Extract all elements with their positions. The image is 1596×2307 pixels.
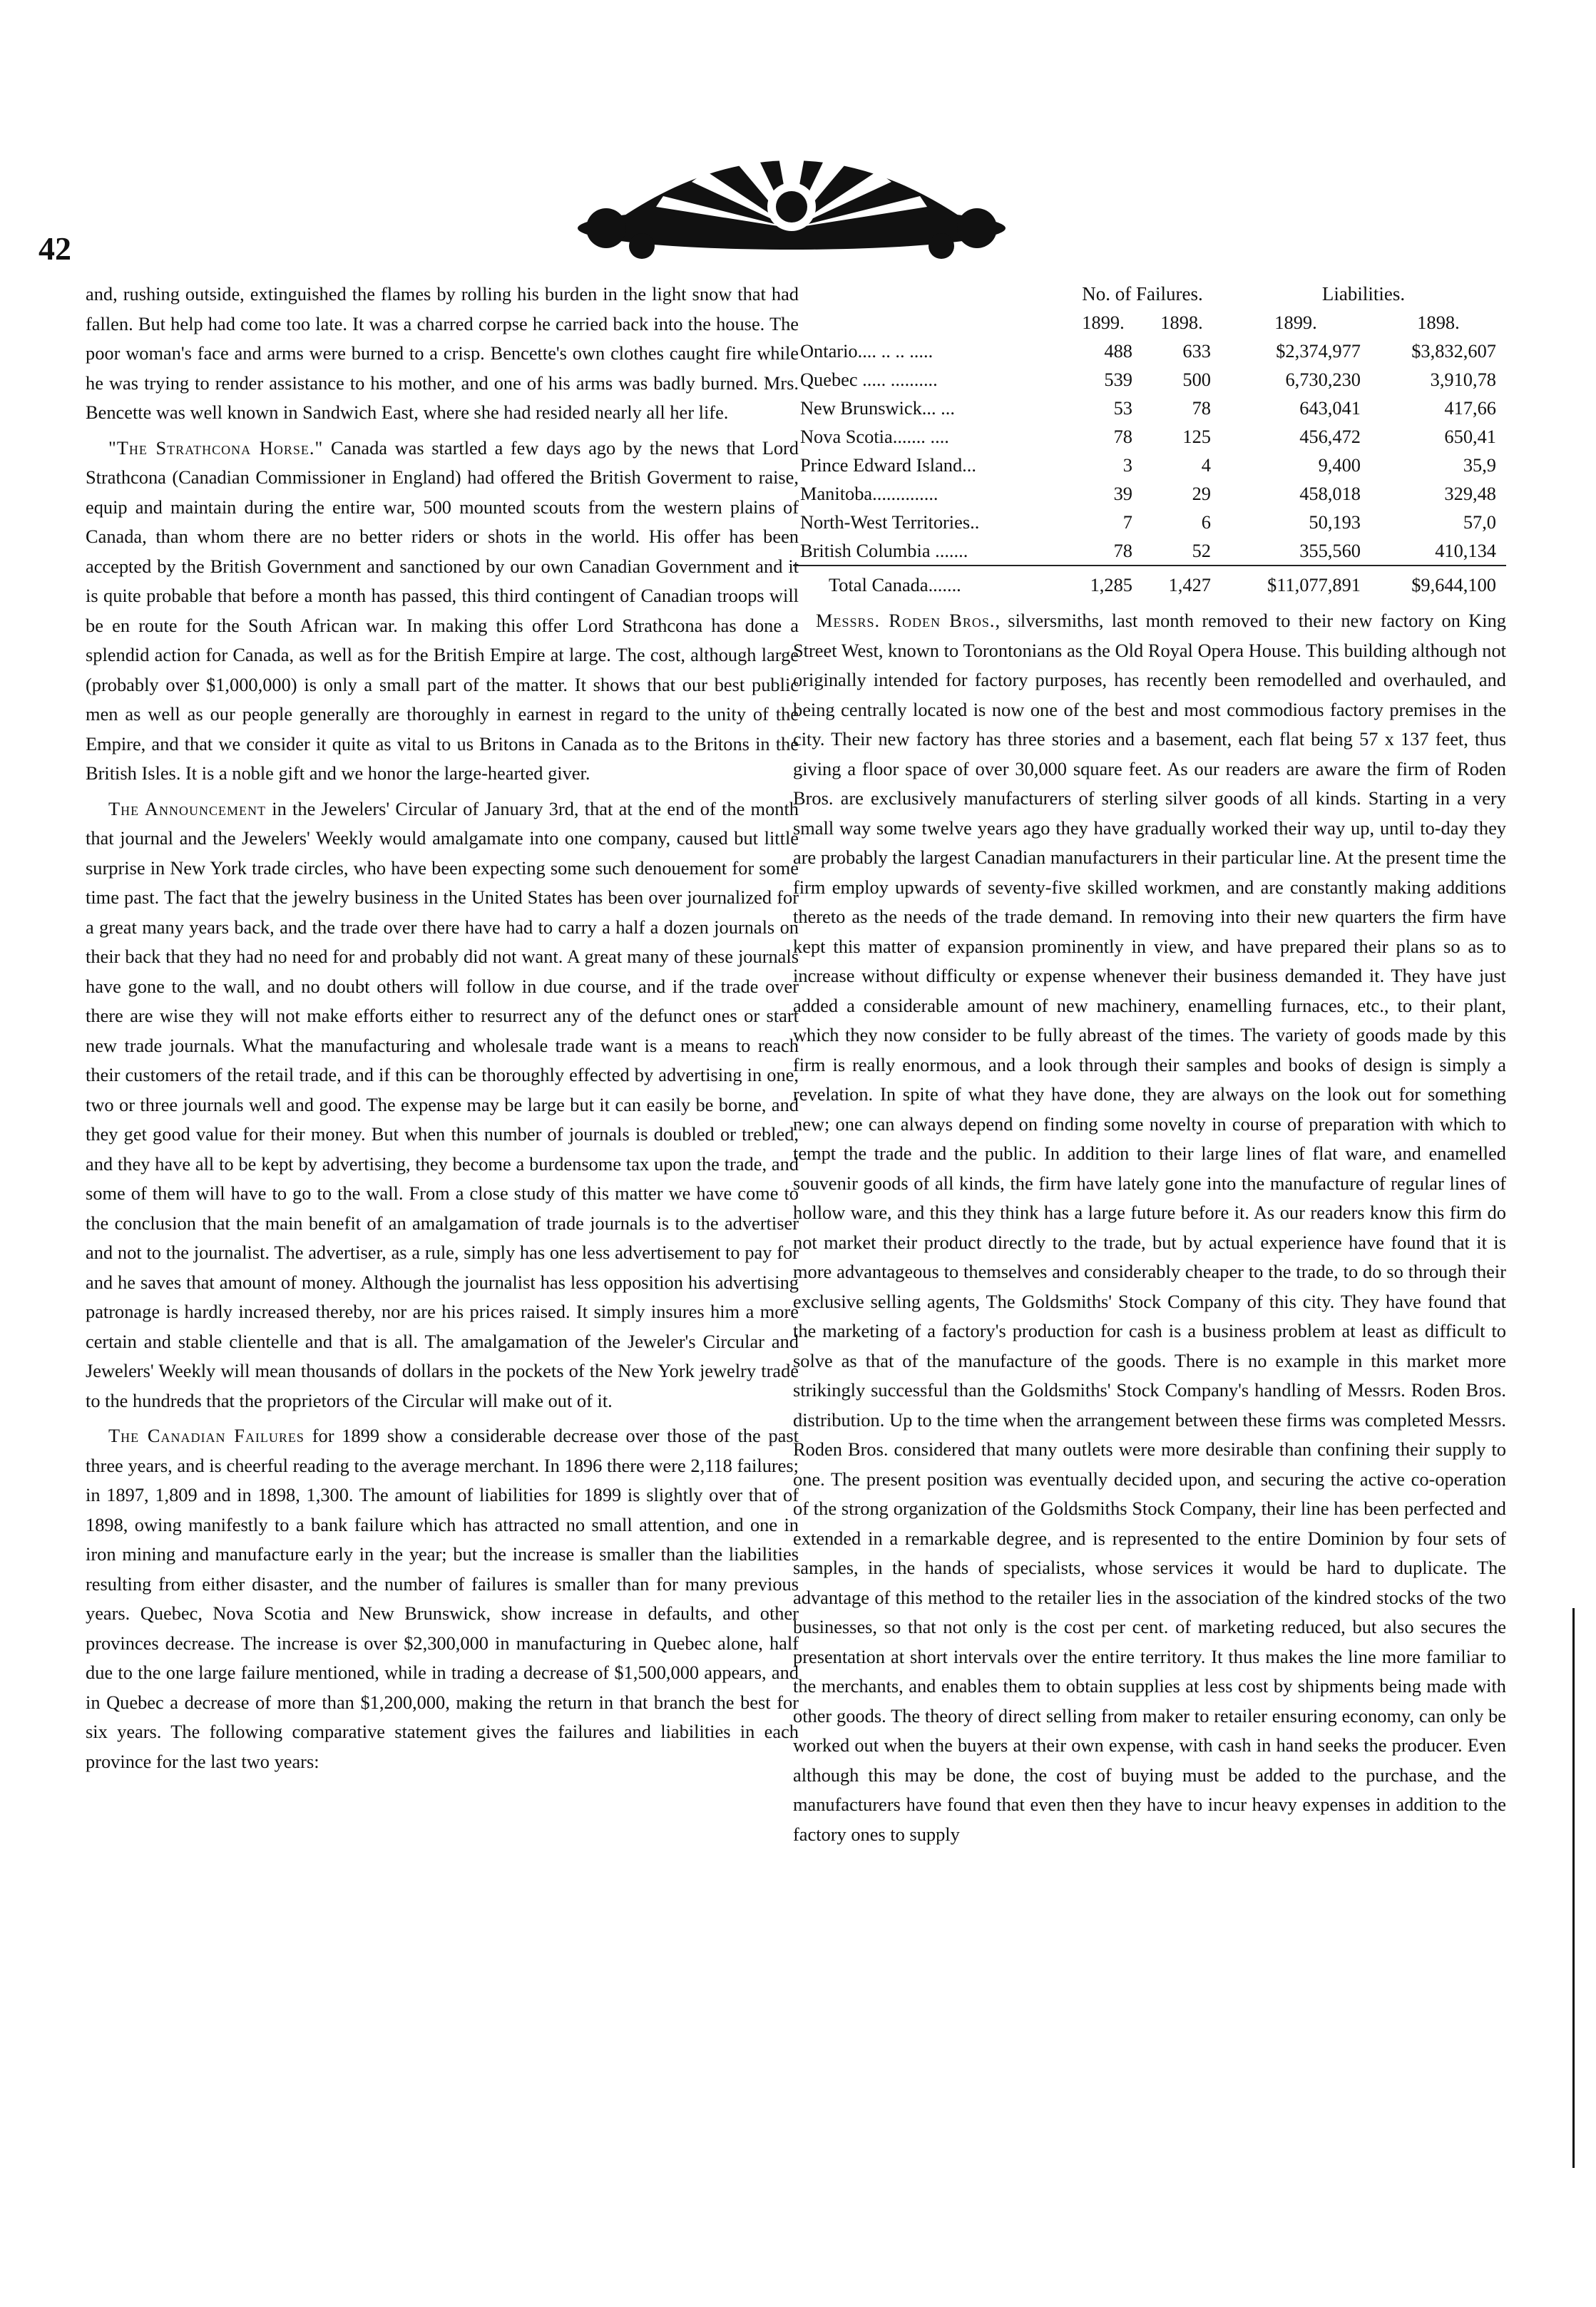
liabilities-1899-cell: 458,018 <box>1299 483 1361 504</box>
table-year-header-row <box>793 308 1506 337</box>
paragraph-text: Canada was startled a few days ago by the news that Lord Strathcona (Canadian Commissioner in England) had offered the British Goverment to raise, equip and maintain during the entire war, 500 mounted scouts from the western plains of Canada, than whom there are no better riders or shots in the world. His offer has been accepted by the British Government and sanctioned by our own Canadian Government and it is quite probable that before a month has passed, this third contingent of Canadian troops will be en route for the South African war. In making this offer Lord Strathcona has done a splendid action for Canada, as well as for the British Empire at large. The cost, although large (probably over $1,000,000) is only a small part of the matter. It shows that our best public men as well as our people generally are thoroughly in earnest in regard to the unity of the Empire, and that we consider it quite as vital to us Britons in Canada as to the Britons in the British Isles. It is a noble gift and we honor the large-hearted giver. <box>86 436 799 784</box>
paragraph-text: for 1899 show a considerable decrease over those of the past three years, and is cheerful reading to the average merchant. In 1896 there were 2,118 failures; in 1897, 1,809 and in 1898, 1,300. The amount of liabilities for 1899 is slightly over that of 1898, owing manifestly to a bank failure which has attracted no small attention, and one in iron mining and manufacture early in the year; but the increase is smaller than the liabilities resulting from either disaster, and the number of failures is smaller than for many previous years. Quebec, Nova Scotia and New Brunswick, show increase in defaults, and other provinces decrease. The increase is over $2,300,000 in manufacturing in Quebec alone, half due to the one large failure mentioned, while in trading a decrease of $1,500,000 appears, and in Quebec a decrease of more than $1,200,000, making the return in that branch the best for six years. The following comparative statement gives the failures and liabilities in each province for the last two years: <box>86 1425 799 1772</box>
header-year: 1899. <box>1082 312 1125 333</box>
failures-1898-cell: 29 <box>1192 483 1211 504</box>
liabilities-1899-cell: 355,560 <box>1299 540 1361 561</box>
page-number: 42 <box>39 230 71 267</box>
paragraph-lead: The Canadian Failures <box>108 1425 305 1446</box>
province-cell: North-West Territories.. <box>800 511 980 533</box>
table-total-row <box>793 566 1506 599</box>
paragraph-canadian-failures <box>86 1421 799 1776</box>
province-cell: Manitoba.............. <box>800 483 938 504</box>
table-row <box>793 365 1506 394</box>
total-liabilities-1899-cell: $11,077,891 <box>1221 566 1371 599</box>
failures-1898-cell: 633 <box>1182 340 1211 362</box>
liabilities-1899-cell: 456,472 <box>1299 426 1361 447</box>
failures-1898-cell: 6 <box>1201 511 1211 533</box>
table-row <box>793 536 1506 566</box>
table-row <box>793 337 1506 365</box>
paragraph-lead: The Announcement <box>108 797 266 819</box>
liabilities-1899-cell: 643,041 <box>1299 397 1361 419</box>
liabilities-1898-cell: $3,832,607 <box>1411 340 1496 362</box>
failures-1898-cell: 78 <box>1192 397 1211 419</box>
header-year: 1898. <box>1417 312 1460 333</box>
paragraph-lead: Messrs. Roden Bros. <box>816 610 996 631</box>
failures-1899-cell: 7 <box>1122 511 1132 533</box>
liabilities-1898-cell: 329,48 <box>1444 483 1496 504</box>
total-failures-1899-cell: 1,285 <box>1064 566 1142 599</box>
province-cell: New Brunswick... ... <box>800 397 955 419</box>
province-cell: Quebec ..... .......... <box>800 369 938 390</box>
total-failures-1898-cell: 1,427 <box>1142 566 1221 599</box>
province-cell: British Columbia ....... <box>800 540 968 561</box>
failures-1899-cell: 78 <box>1113 426 1132 447</box>
table-group-header-row <box>793 280 1506 308</box>
header-liabilities: Liabilities. <box>1321 283 1406 305</box>
total-liabilities-1898-cell: $9,644,100 <box>1371 566 1506 599</box>
paragraph-announcement <box>86 794 799 1416</box>
liabilities-1898-cell: 3,910,78 <box>1430 369 1496 390</box>
header-ornament-icon <box>563 121 1020 264</box>
province-cell: Prince Edward Island... <box>800 454 976 476</box>
province-cell: Ontario.... .. .. ..... <box>800 340 933 362</box>
failures-1898-cell: 125 <box>1182 426 1211 447</box>
paragraph-sandwich-fire <box>86 280 799 428</box>
total-label-cell: Total Canada....... <box>793 566 1064 599</box>
failures-1899-cell: 53 <box>1113 397 1132 419</box>
table-row <box>793 508 1506 536</box>
paragraph-text: in the Jewelers' Circular of January 3rd, that at the end of the month that journal and the Jewelers' Weekly would amalgamate into one company, caused but little surprise in New York trade circles, who have been expecting some such denouement for some time past. The fact that the jewelry business in the United States has been over journalized for a great many years back, and the trade over there have had to carry a half a dozen journals on their back that they had no need for and probably did not want. A great many of these journals have gone to the wall, and no doubt others will follow in due course, and if the trade over there are wise they will not make efforts either to resurrect any of the defunct ones or start new trade journals. What the manufacturing and wholesale trade want is a means to reach their customers of the retail trade, and if this can be thoroughly effected by advertising in one, two or three journals well and good. The expense may be large but it can easily be borne, and they get good value for their money. But when this number of journals is doubled or trebled, and they have all to be kept by advertising, they become a burdensome tax upon the trade, and some of them will have to go to the wall. From a close study of this matter we have come to the conclusion that the main benefit of an amalgamation of trade journals is to the advertiser and not to the journalist. The advertiser, as a rule, simply has one less advertisement to pay for and he saves that amount of money. Although the journalist has less opposition his advertising patronage is hardly increased thereby, nor are his prices raised. It simply insures him a more certain and stable clientelle and that is all. The amalgamation of the Jeweler's Circular and Jewelers' Weekly will mean thousands of dollars in the pockets of the New York jewelry trade to the hundreds that the proprietors of the Circular will make out of it. <box>86 797 799 1411</box>
failures-1898-cell: 4 <box>1201 454 1211 476</box>
province-cell: Nova Scotia....... .... <box>800 426 949 447</box>
paragraph-text: and, rushing outside, extinguished the flames by rolling his burden in the light snow that had fallen. But help had come too late. It was a charred corpse he carried back into the house. The poor woman's face and arms were burned to a crisp. Bencette's own clothes caught fire while he was trying to render assistance to his mother, and one of his arms was badly burned. Mrs. Bencette was well known in Sandwich East, where she had resided nearly all her life. <box>86 283 799 423</box>
left-column <box>86 280 799 1782</box>
liabilities-1898-cell: 410,134 <box>1435 540 1496 561</box>
liabilities-1899-cell: 6,730,230 <box>1285 369 1361 390</box>
liabilities-1899-cell: 9,400 <box>1318 454 1361 476</box>
failures-1899-cell: 3 <box>1122 454 1132 476</box>
failures-1899-cell: 539 <box>1104 369 1132 390</box>
failures-1898-cell: 500 <box>1182 369 1211 390</box>
header-no-of-failures: No. of Failures. <box>1082 283 1203 305</box>
paragraph-strathcona-horse <box>86 434 799 789</box>
liabilities-1899-cell: $2,374,977 <box>1276 340 1361 362</box>
failures-1899-cell: 488 <box>1104 340 1132 362</box>
table-row <box>793 394 1506 422</box>
failures-table <box>793 280 1506 599</box>
liabilities-1898-cell: 57,0 <box>1463 511 1496 533</box>
margin-rule <box>1572 1608 1575 2168</box>
liabilities-1898-cell: 417,66 <box>1444 397 1496 419</box>
failures-1899-cell: 78 <box>1113 540 1132 561</box>
paragraph-text: , silversmiths, last month removed to their new factory on King Street West, known to Torontonians as the Old Royal Opera House. This building although not originally intended for factory purposes, has recently been remodelled and overhauled, and being centrally located is now one of the best and most commodious factory premises in the city. Their new factory has three stories and a basement, each flat being 57 x 137 feet, thus giving a floor space of over 30,000 square feet. As our readers are aware the firm of Roden Bros. are exclusively manufacturers of sterling silver goods of all kinds. Starting in a very small way some twelve years ago they have gradually worked their way up, until to-day they are probably the largest Canadian manufacturers in their particular line. At the present time the firm employ upwards of seventy-five skilled workmen, and are constantly making additions thereto as the needs of the trade demand. In removing into their new quarters the firm have kept this matter of expansion prominently in view, and have prepared their plans so as to increase without difficulty or expense whenever their business demanded it. They have just added a considerable amount of new machinery, enamelling furnaces, etc., to their plant, which they now consider to be fully abreast of the times. The variety of goods made by this firm is really enormous, and a look through their samples and books of design is simply a revelation. In spite of what they have done, they are always on the look out for something new; one can always depend on finding some novelty in course of preparation with which to tempt the trade and the public. In addition to their large lines of flat ware, and enamelled souvenir goods of all kinds, the firm have lately gone into the manufacture of regular lines of hollow ware, and this they think has a large future before it. As our readers know this firm do not market their product directly to the trade, but by actual experience have found that it is more advantageous to themselves and considerably cheaper to the trade, to do so through their exclusive selling agents, The Goldsmiths' Stock Company of this city. They have found that the marketing of a factory's production for cash is a business problem at least as difficult to solve as that of the manufacture of the goods. There is no example in this market more strikingly successful than the Goldsmiths' Stock Company's handling of Messrs. Roden Bros. distribution. Up to the time when the arrangement between these firms was completed Messrs. Roden Bros. considered that many outlets were more desirable than confining their supply to one. The present position was eventually decided upon, and securing the active co-operation of the strong organization of the Goldsmiths Stock Company, their line has been perfected and extended in a remarkable degree, and is represented to the entire Dominion by four sets of samples, in the hands of specialists, whose services it would be hard to duplicate. The advantage of this method to the retailer lies in the association of the kindred stocks of the two businesses, so that not only is the cost per cent. of marketing reduced, but also secures the presentation at short intervals over the entire territory. It thus makes the line more familiar to the merchants, and enables them to obtain supplies at less cost by shipments being made with other goods. The theory of direct selling from maker to retailer ensuring economy, can only be worked out when the buyers at their own expense, with cash in hand seeks the producer. Even although this may be done, the cost of buying must be added to the purchase, and the manufacturers have found that even then they have to incur heavy expenses in addition to the factory ones to supply <box>793 610 1506 1845</box>
paragraph-roden-bros <box>793 606 1506 1849</box>
liabilities-1899-cell: 50,193 <box>1309 511 1361 533</box>
table-row <box>793 451 1506 479</box>
header-year: 1898. <box>1160 312 1203 333</box>
paragraph-lead: "The Strathcona Horse." <box>108 436 324 459</box>
liabilities-1898-cell: 650,41 <box>1444 426 1496 447</box>
liabilities-1898-cell: 35,9 <box>1463 454 1496 476</box>
header-year: 1899. <box>1274 312 1317 333</box>
table-row <box>793 422 1506 451</box>
failures-1898-cell: 52 <box>1192 540 1211 561</box>
table-row <box>793 479 1506 508</box>
right-column <box>793 280 1506 1855</box>
failures-1899-cell: 39 <box>1113 483 1132 504</box>
